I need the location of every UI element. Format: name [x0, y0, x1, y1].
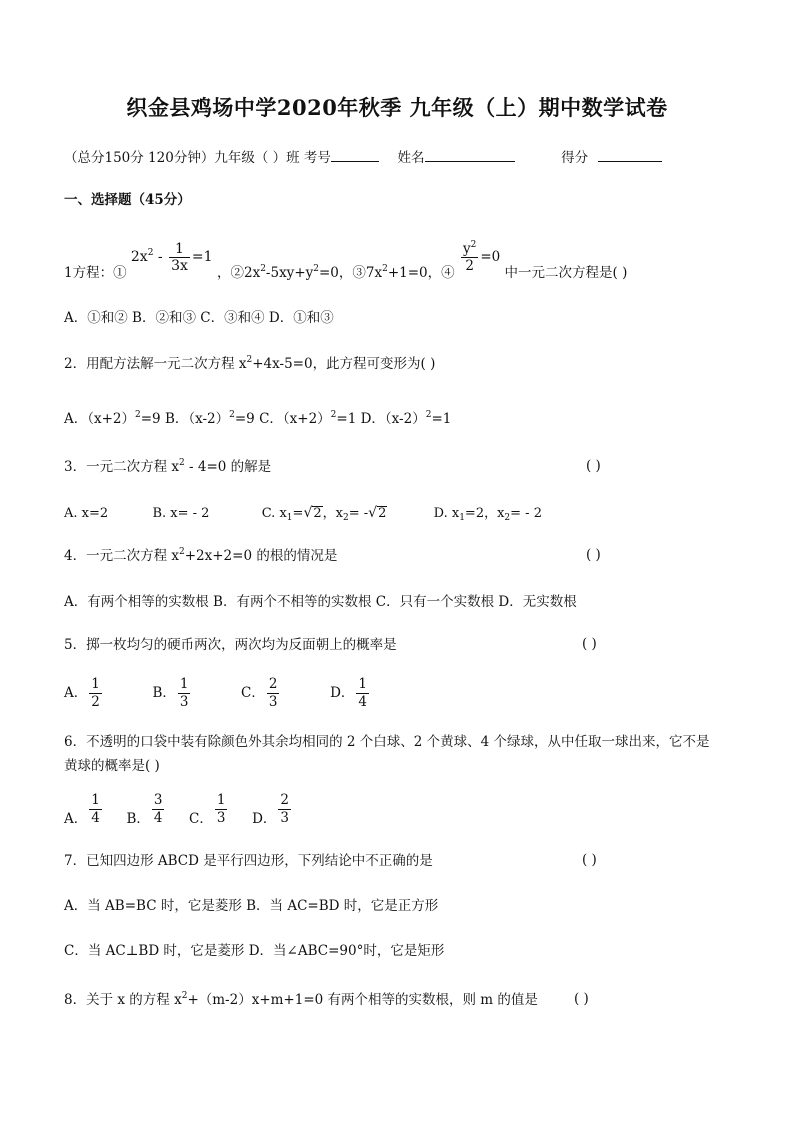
q1-equation-1: $2x^2$ - $\frac{1}{3x}$ =1	[130, 240, 213, 274]
q5-option-a: A． $\frac{1}{2}$	[64, 676, 100, 710]
q4-answer-bracket: ( )	[586, 547, 601, 563]
question-1: 1方程：① $2x^2$ - $\frac{1}{3x}$ =1 ，$②2x^2-5xy+y^2=0$，$③7x^2+1=0$，④ $\frac{y^2}{2}$ =0 中一元二次方程是( )	[64, 240, 628, 281]
name-label: 姓名	[397, 150, 425, 166]
q5-options	[64, 676, 371, 711]
q3-answer-bracket: ( )	[586, 458, 601, 474]
q2-options: A．$(x+2)^2=9$ B．$(x-2)^2=9$ C．$(x+2)^2=1$ D．$(x-2)^2=1$	[64, 410, 452, 427]
q7-options-2: C．当 AC⊥BD 时，它是菱形 D．当∠ABC=90°时，它是矩形	[64, 943, 445, 959]
q6-option-b: B． $\frac{3}{4}$	[126, 792, 163, 827]
name-blank	[425, 147, 515, 162]
q3-option-a: A. x=2	[64, 506, 109, 521]
header-total: （总分150分 120分钟）九年级（ ）班 考号	[64, 150, 331, 166]
question-4: 4．一元二次方程 $x^2+2x+2=0$ 的根的情况是	[64, 547, 338, 564]
question-5: 5．掷一枚均匀的硬币两次，两次均为反面朝上的概率是	[64, 637, 397, 653]
score-label: 得分	[561, 150, 589, 166]
q5-option-d: D． $\frac{1}{4}$	[330, 676, 367, 710]
q3-options	[64, 504, 542, 523]
q1-lead: 1方程：①	[64, 265, 127, 281]
q1-tail: 中一元二次方程是( )	[504, 265, 628, 281]
q4-options: A．有两个相等的实数根 B．有两个不相等的实数根 C．只有一个实数根 D．无实数根	[64, 594, 577, 610]
section-heading: 一、选择题（45分）	[64, 192, 191, 208]
q8-answer-bracket: ( )	[574, 991, 589, 1007]
q6-option-c: C． $\frac{1}{3}$	[189, 792, 226, 827]
q5-option-c: C． $\frac{2}{3}$	[241, 676, 278, 710]
question-7: 7．已知四边形 ABCD 是平行四边形，下列结论中不正确的是	[64, 853, 433, 869]
q7-answer-bracket: ( )	[582, 852, 597, 868]
header-info	[64, 147, 662, 167]
exam-title: 织金县鸡场中学2020年秋季 九年级（上）期中数学试卷	[126, 95, 668, 120]
exam-number-blank	[331, 147, 379, 162]
score-blank	[598, 147, 662, 162]
q3-option-d: D. $x_1=2$，$x_2= - 2$	[433, 506, 542, 523]
q6-option-d: D． $\frac{2}{3}$	[252, 792, 289, 827]
q1-equation-4: $\frac{y^2}{2}$ =0	[462, 240, 501, 274]
q3-option-c: C. $x_1=√2$，$x_2= -√2$	[261, 505, 387, 523]
question-2: 2．用配方法解一元二次方程 $x^2+4x-5=0$，此方程可变形为( )	[64, 355, 436, 372]
q7-options-1: A．当 AB=BC 时，它是菱形 B．当 AC=BD 时，它是正方形	[64, 898, 439, 914]
q6-options	[64, 792, 293, 827]
question-3: 3．一元二次方程 $x^2 - 4=0$ 的解是	[64, 458, 272, 475]
q1-options: A．①和② B．②和③ C．③和④ D．①和③	[64, 310, 334, 326]
question-6-line-2: 黄球的概率是( )	[64, 758, 160, 774]
question-8: 8．关于 x 的方程 $x^2+(m-2)x+m+1=0$ 有两个相等的实数根，则 m 的值是	[64, 991, 538, 1008]
q6-option-a: A． $\frac{1}{4}$	[64, 792, 100, 827]
question-6-line-1: 6．不透明的口袋中装有除颜色外其余均相同的 2 个白球、2 个黄球、4 个绿球，从中任取一球出来，它不是	[64, 734, 710, 750]
q3-option-b: B. x= - 2	[152, 506, 210, 521]
q5-option-b: B． $\frac{1}{3}$	[152, 676, 189, 710]
q5-answer-bracket: ( )	[582, 636, 597, 652]
